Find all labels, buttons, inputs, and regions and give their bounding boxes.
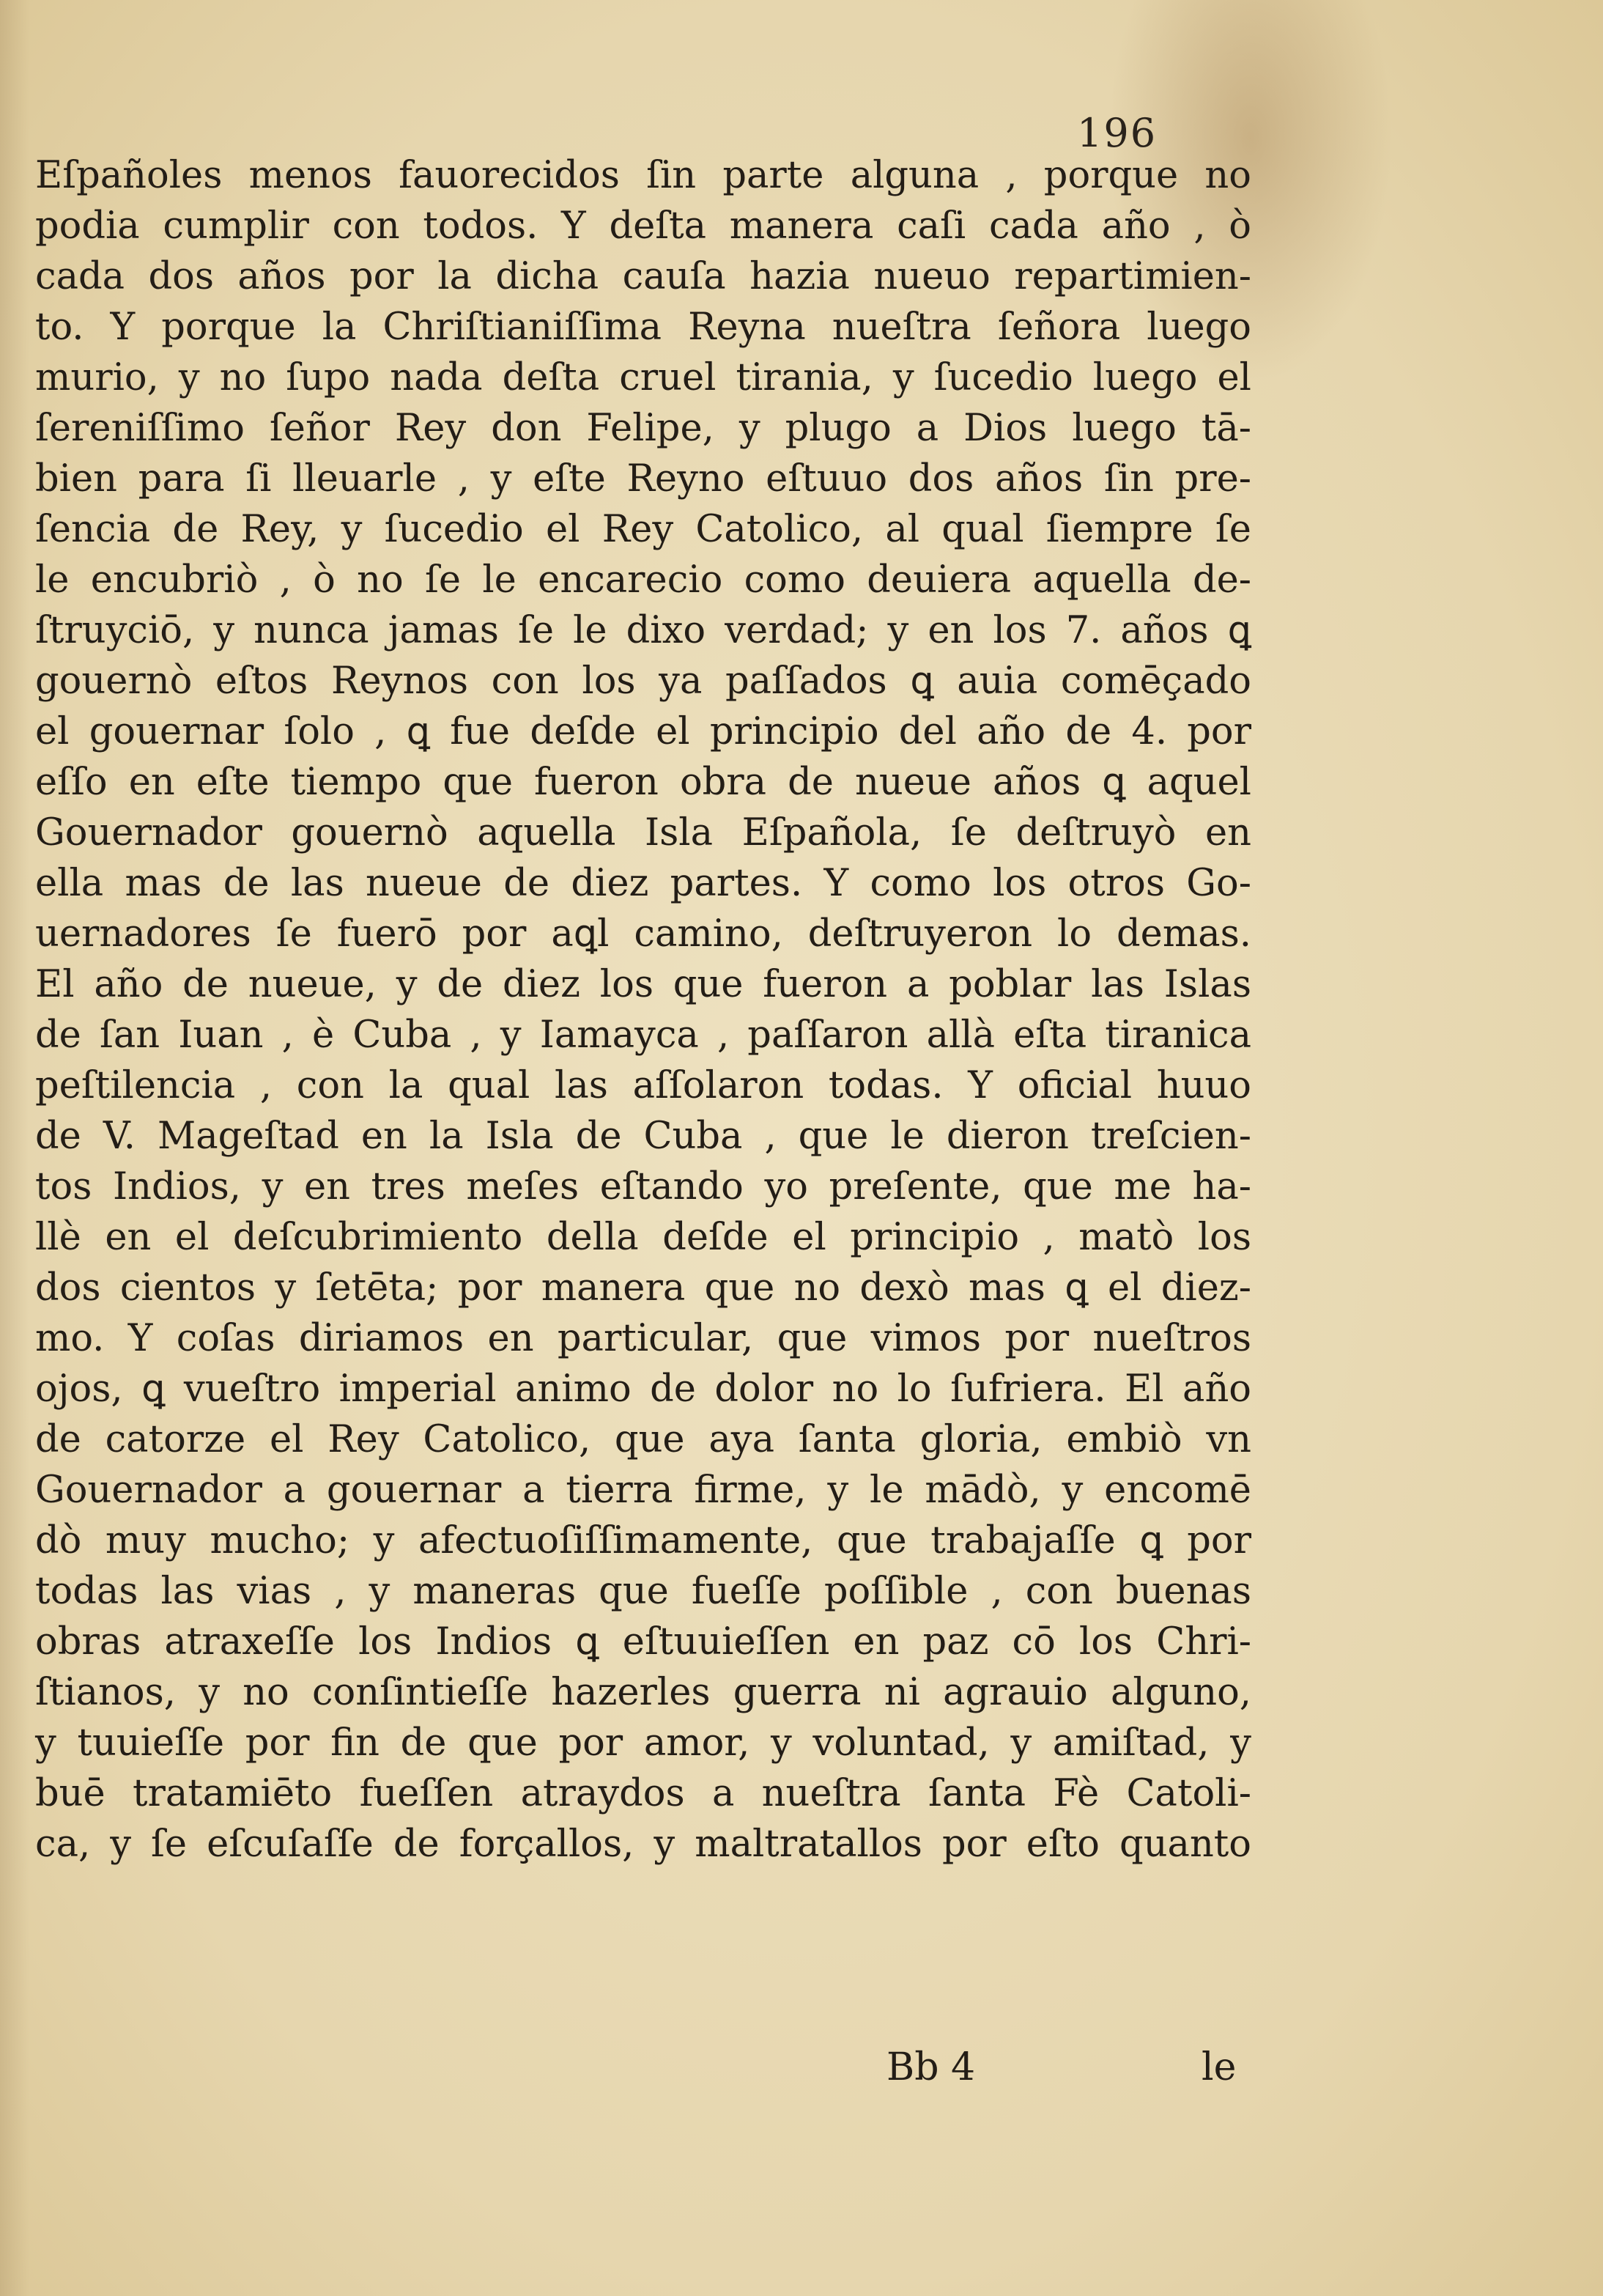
text-line: tos Indios, y en tres meſes eſtando yo preſente, que me ha- xyxy=(35,1165,1251,1208)
text-line: el gouernar ſolo , ꝗ fue deſde el principio del año de 4. por xyxy=(35,710,1251,753)
text-line: ca, y ſe eſcuſaſſe de forçallos, y maltratallos por eſto quanto xyxy=(35,1823,1251,1866)
folio-number: 196 xyxy=(1077,110,1158,156)
text-line: El año de nueue, y de diez los que fueron a poblar las Islas xyxy=(35,963,1251,1006)
text-line: ſtruyciō, y nunca jamas ſe le dixo verdad; y en los 7. años ꝗ xyxy=(35,609,1251,652)
text-line: le encubriò , ò no ſe le encarecio como deuiera aquella de- xyxy=(35,558,1251,602)
text-line: obras atraxeſſe los Indios ꝗ eſtuuieſſen en paz cō los Chri- xyxy=(35,1620,1251,1664)
text-line: llè en el deſcubrimiento della deſde el principio , matò los xyxy=(35,1216,1251,1259)
page-gutter-shadow xyxy=(0,0,29,2296)
text-line: Gouernador a gouernar a tierra firme, y le mādò, y encomē xyxy=(35,1469,1251,1512)
text-line: cada dos años por la dicha cauſa hazia nueuo repartimien- xyxy=(35,255,1251,298)
text-line: ſtianos, y no conſintieſſe hazerles guerra ni agrauio alguno, xyxy=(35,1671,1251,1714)
text-line: buē tratamiēto fueſſen atraydos a nueſtra ſanta Fè Catoli- xyxy=(35,1772,1251,1815)
signature-mark: Bb 4 xyxy=(886,2045,976,2089)
text-line: eſſo en eſte tiempo que fueron obra de nueue años ꝗ aquel xyxy=(35,761,1251,804)
text-line: mo. Y coſas diriamos en particular, que vimos por nueſtros xyxy=(35,1317,1251,1360)
text-line: Gouernador gouernò aquella Isla Eſpañola, ſe deſtruyò en xyxy=(35,811,1251,854)
text-line: y tuuieſſe por fin de que por amor, y voluntad, y amiſtad, y xyxy=(35,1721,1251,1765)
text-line: to. Y porque la Chriſtianiſſima Reyna nueſtra ſeñora luego xyxy=(35,306,1251,349)
text-line: bien para ſi lleuarle , y eſte Reyno eſtuuo dos años ſin pre- xyxy=(35,457,1251,501)
text-line: dos cientos y ſetēta; por manera que no dexò mas ꝗ el diez- xyxy=(35,1266,1251,1310)
text-line: peſtilencia , con la qual las aſſolaron todas. Y oficial huuo xyxy=(35,1064,1251,1107)
text-line: ſereniſſimo ſeñor Rey don Felipe, y plugo a Dios luego tā- xyxy=(35,407,1251,450)
text-line: Eſpañoles menos fauorecidos ſin parte alguna , porque no xyxy=(35,154,1251,197)
text-line: de catorze el Rey Catolico, que aya ſanta gloria, embiò vn xyxy=(35,1418,1251,1461)
body-text xyxy=(35,150,1251,1869)
text-line: gouernò eſtos Reynos con los ya paſſados ꝗ auia comēçado xyxy=(35,660,1251,703)
text-line: ojos, ꝗ vueſtro imperial animo de dolor no lo ſufriera. El año xyxy=(35,1367,1251,1411)
text-line: de ſan Iuan , è Cuba , y Iamayca , paſſaron allà eſta tiranica xyxy=(35,1014,1251,1057)
text-line: uernadores ſe fuerō por aꝗl camino, deſtruyeron lo demas. xyxy=(35,912,1251,956)
catchword: le xyxy=(1202,2045,1237,2089)
text-line: podia cumplir con todos. Y deſta manera caſi cada año , ò xyxy=(35,204,1251,248)
text-line: ella mas de las nueue de diez partes. Y como los otros Go- xyxy=(35,862,1251,905)
text-line: dò muy mucho; y afectuoſiſſimamente, que trabajaſſe ꝗ por xyxy=(35,1519,1251,1562)
text-line: murio, y no ſupo nada deſta cruel tirania, y ſucedio luego el xyxy=(35,356,1251,399)
text-line: todas las vias , y maneras que fueſſe poſſible , con buenas xyxy=(35,1570,1251,1613)
text-line: de V. Mageſtad en la Isla de Cuba , que le dieron treſcien- xyxy=(35,1115,1251,1158)
text-line: ſencia de Rey, y ſucedio el Rey Catolico, al qual ſiempre ſe xyxy=(35,508,1251,551)
